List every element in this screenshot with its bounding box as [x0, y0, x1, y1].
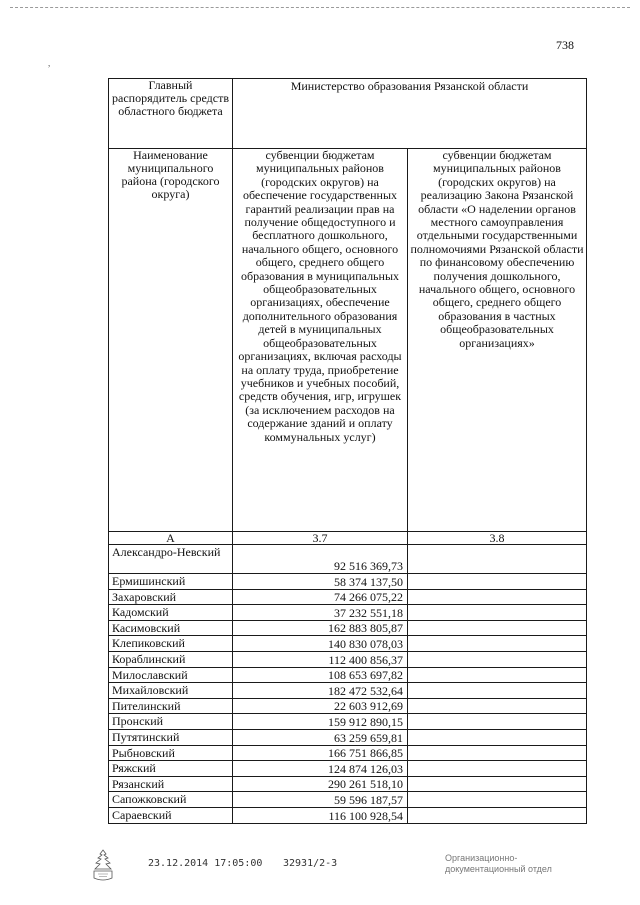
column-3-7-description: субвенции бюджетам муниципальных районов (городских округов) на обеспечение государственных гарантий реализации прав на получение общедоступного и бесплатного дошкольного, начального общего, основного общего, среднего общего образования в муниципальных общеобразовательных организациях, обеспечение дополнительного образования детей в муниципальных общеобразовательных организациях, включая расходы на оплату труда, приобретение учебников и учебных пособий, средств обучения, игр, игрушек (за исключением расходов на содержание зданий и оплату коммунальных услуг) [233, 149, 408, 532]
municipality-name: Кадомский [109, 605, 233, 621]
municipality-name: Клепиковский [109, 636, 233, 652]
amount-3-8 [408, 651, 587, 667]
municipality-name: Рыбновский [109, 745, 233, 761]
amount-3-8 [408, 776, 587, 792]
amount-3-7: 182 472 532,64 [233, 683, 408, 699]
municipality-name: Пронский [109, 714, 233, 730]
amount-3-7: 58 374 137,50 [233, 574, 408, 590]
table-row [109, 761, 587, 777]
amount-3-7: 63 259 659,81 [233, 729, 408, 745]
table-row [109, 667, 587, 683]
municipality-name: Пителинский [109, 698, 233, 714]
amount-3-7: 140 830 078,03 [233, 636, 408, 652]
department-stamp: Организационно-документационный отдел [445, 853, 552, 874]
amount-3-7: 22 603 912,69 [233, 698, 408, 714]
municipality-name: Сапожковский [109, 792, 233, 808]
amount-3-8 [408, 683, 587, 699]
code-a: А [109, 532, 233, 545]
amount-3-8 [408, 589, 587, 605]
amount-3-8 [408, 761, 587, 777]
amount-3-8 [408, 745, 587, 761]
table-row [109, 807, 587, 823]
amount-3-7: 162 883 805,87 [233, 620, 408, 636]
amount-3-7: 124 874 126,03 [233, 761, 408, 777]
column-3-8-description: субвенции бюджетам муниципальных районов (городских округов) на реализацию Закона Рязанской области «О наделении органов местного самоуправления отдельными государственными полномочиями Рязанской области по финансовому обеспечению получения дошкольного, начального общего, основного общего, среднего общего образования в частных общеобразовательных организациях» [408, 149, 587, 532]
amount-3-8 [408, 729, 587, 745]
amount-3-7: 116 100 928,54 [233, 807, 408, 823]
table-row [109, 729, 587, 745]
column-description-row [109, 149, 587, 532]
amount-3-7: 112 400 856,37 [233, 651, 408, 667]
coat-of-arms-emblem [90, 848, 116, 882]
budget-table [108, 78, 587, 824]
table-row [109, 620, 587, 636]
data-rows [109, 545, 587, 824]
municipality-name: Михайловский [109, 683, 233, 699]
table-row [109, 605, 587, 621]
municipality-name: Сараевский [109, 807, 233, 823]
municipality-name: Ермишинский [109, 574, 233, 590]
amount-3-7: 37 232 551,18 [233, 605, 408, 621]
municipality-name: Ряжский [109, 761, 233, 777]
municipality-name: Милославский [109, 667, 233, 683]
column-code-row [109, 532, 587, 545]
amount-3-7: 159 912 890,15 [233, 714, 408, 730]
table-row [109, 683, 587, 699]
amount-3-8 [408, 667, 587, 683]
amount-3-7: 59 596 187,57 [233, 792, 408, 808]
table-row [109, 651, 587, 667]
municipality-name: Александро-Невский [109, 545, 233, 574]
municipality-name: Кораблинский [109, 651, 233, 667]
municipality-name: Касимовский [109, 620, 233, 636]
amount-3-7: 166 751 866,85 [233, 745, 408, 761]
scan-edge-line [10, 7, 630, 10]
amount-3-7: 74 266 075,22 [233, 589, 408, 605]
table-row [109, 545, 587, 574]
code-3-7: 3.7 [233, 532, 408, 545]
amount-3-8 [408, 620, 587, 636]
amount-3-8 [408, 698, 587, 714]
table-row [109, 698, 587, 714]
municipality-name: Рязанский [109, 776, 233, 792]
amount-3-8 [408, 605, 587, 621]
amount-3-7: 108 653 697,82 [233, 667, 408, 683]
amount-3-8 [408, 545, 587, 574]
header-row [109, 79, 587, 149]
ministry-name: Министерство образования Рязанской области [233, 79, 587, 149]
table-row [109, 714, 587, 730]
table-row [109, 792, 587, 808]
budget-holder-label: Главный распорядитель средств областного бюджета [109, 79, 233, 149]
amount-3-8 [408, 792, 587, 808]
amount-3-7: 92 516 369,73 [233, 545, 408, 574]
amount-3-8 [408, 574, 587, 590]
municipality-column-label: Наименование муниципального района (городского округа) [109, 149, 233, 532]
municipality-name: Путятинский [109, 729, 233, 745]
table-row [109, 636, 587, 652]
scan-mark: , [48, 58, 51, 68]
amount-3-7: 290 261 518,10 [233, 776, 408, 792]
amount-3-8 [408, 807, 587, 823]
table-row [109, 776, 587, 792]
table-row [109, 589, 587, 605]
registration-datetime: 23.12.2014 17:05:00 [148, 858, 263, 869]
amount-3-8 [408, 714, 587, 730]
table-row [109, 574, 587, 590]
registration-code: 32931/2-3 [283, 858, 338, 869]
table-row [109, 745, 587, 761]
page-number: 738 [556, 38, 574, 52]
amount-3-8 [408, 636, 587, 652]
code-3-8: 3.8 [408, 532, 587, 545]
municipality-name: Захаровский [109, 589, 233, 605]
